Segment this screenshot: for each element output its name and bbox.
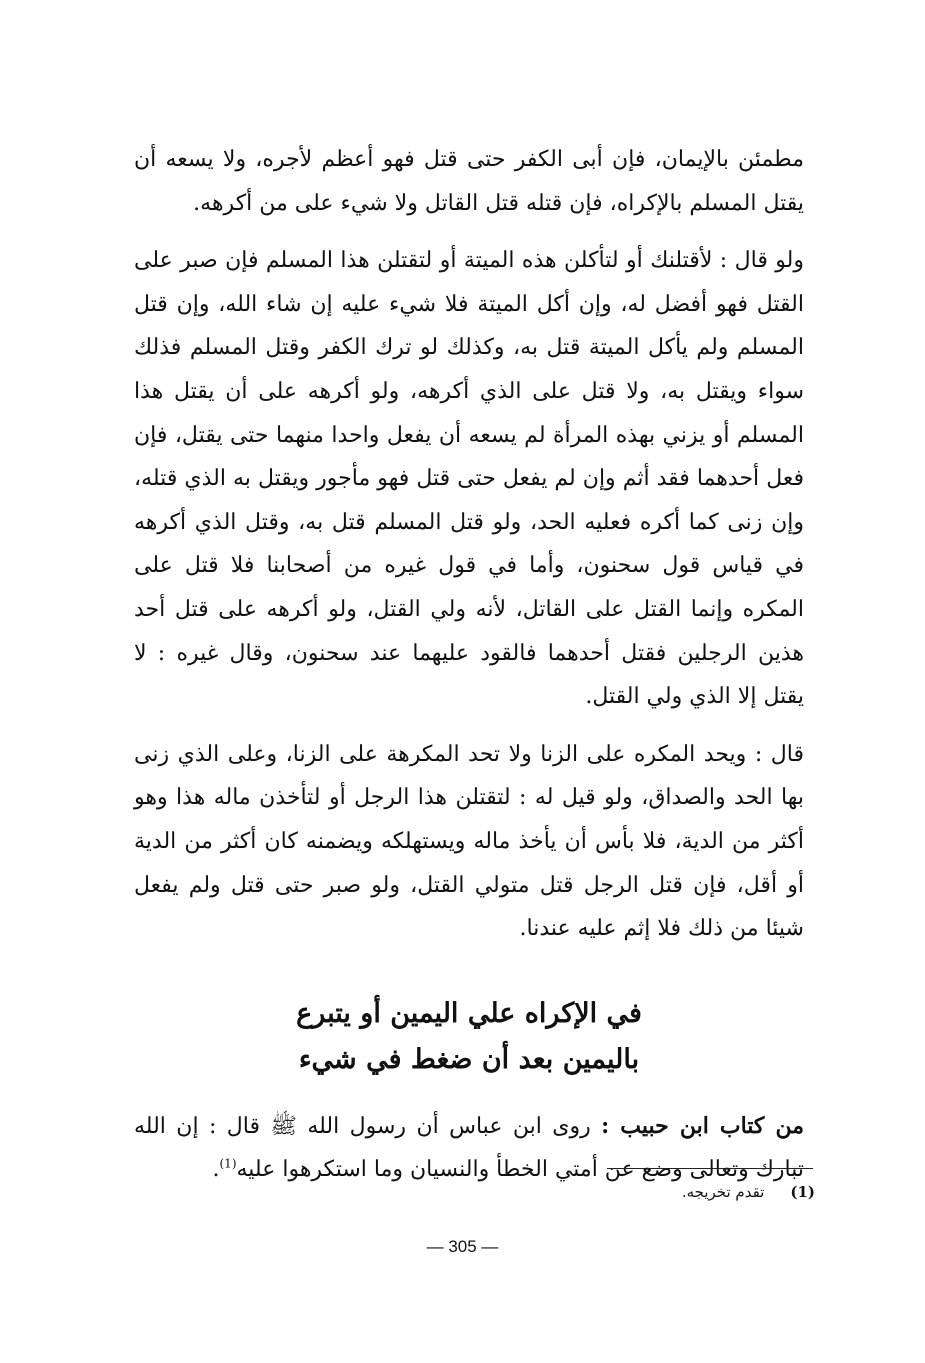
source-lead: من كتاب ابن حبيب : xyxy=(601,1112,804,1139)
section-heading xyxy=(134,991,804,1083)
footnote-number: (1) xyxy=(790,1183,815,1201)
main-text xyxy=(134,138,804,1192)
section-heading-line-1: في الإكراه علي اليمين أو يتبرع xyxy=(296,997,642,1029)
paragraph-2: ولو قال : لأقتلنك أو لتأكلن هذه الميتة أو لتقتلن هذا المسلم فإن صبر على القتل فهو أفضل له، وإن أكل الميتة فلا شيء عليه إن شاء الله، وإن قتل المسلم ولم يأكل الميتة قتل به، وكذلك لو ترك الكفر وقتل المسلم فذلك سواء ويقتل به، ولا قتل على الذي أكرهه، ولو أكرهه على أن يقتل هذا المسلم أو يزني بهذه المرأة لم يسعه أن يفعل واحدا منهما حتى يقتل، فإن فعل أحدهما فقد أثم وإن لم يفعل حتى قتل فهو مأجور ويقتل به الذي قتله، وإن زنى كما أكره فعليه الحد، ولو قتل المسلم قتل به، وقتل الذي أكرهه في قياس قول سحنون، وأما في قول غيره من أصحابنا فلا قتل على المكره وإنما القتل على القاتل، لأنه ولي القتل، ولو أكرهه على قتل أحد هذين الرجلين فقتل أحدهما فالقود عليهما عند سحنون، وقال غيره : لا يقتل إلا الذي ولي القتل. xyxy=(134,248,804,710)
paragraph-4-text: روى ابن عباس أن رسول الله ﷺ قال : إن الله تبارك وتعالى وضع عن أمتي الخطأ والنسيان وما استكرهوا عليه xyxy=(134,1113,804,1183)
paragraph-4-end: . xyxy=(212,1157,220,1183)
section-heading-line-2: باليمين بعد أن ضغط في شيء xyxy=(298,1043,640,1075)
paragraph-3: قال : ويحد المكره على الزنا ولا تحد المكرهة على الزنا، وعلى الذي زنى بها الحد والصداق، ولو قيل له : لتقتلن هذا الرجل أو لتأخذن ماله هذا وهو أكثر من الدية، فلا بأس أن يأخذ ماله ويستهلكه ويضمنه كان أكثر من الدية أو أقل، فإن قتل الرجل قتل متولي القتل، ولو صبر حتى قتل ولم يفعل شيئا من ذلك فلا إثم عليه عندنا. xyxy=(134,741,804,942)
paragraph-4 xyxy=(134,1105,804,1192)
paragraph-1: مطمئن بالإيمان، فإن أبى الكفر حتى قتل فهو أعظم لأجره، ولا يسعه أن يقتل المسلم بالإكراه، فإن قتله قتل القاتل ولا شيء على من أكرهه. xyxy=(134,147,804,216)
footnote-divider xyxy=(607,1168,813,1169)
footnote-reference: (1) xyxy=(219,1156,237,1171)
footnote xyxy=(682,1180,815,1204)
footnote-text: تقدم تخريجه. xyxy=(681,1183,765,1201)
page-number: — 305 — xyxy=(426,1237,499,1256)
